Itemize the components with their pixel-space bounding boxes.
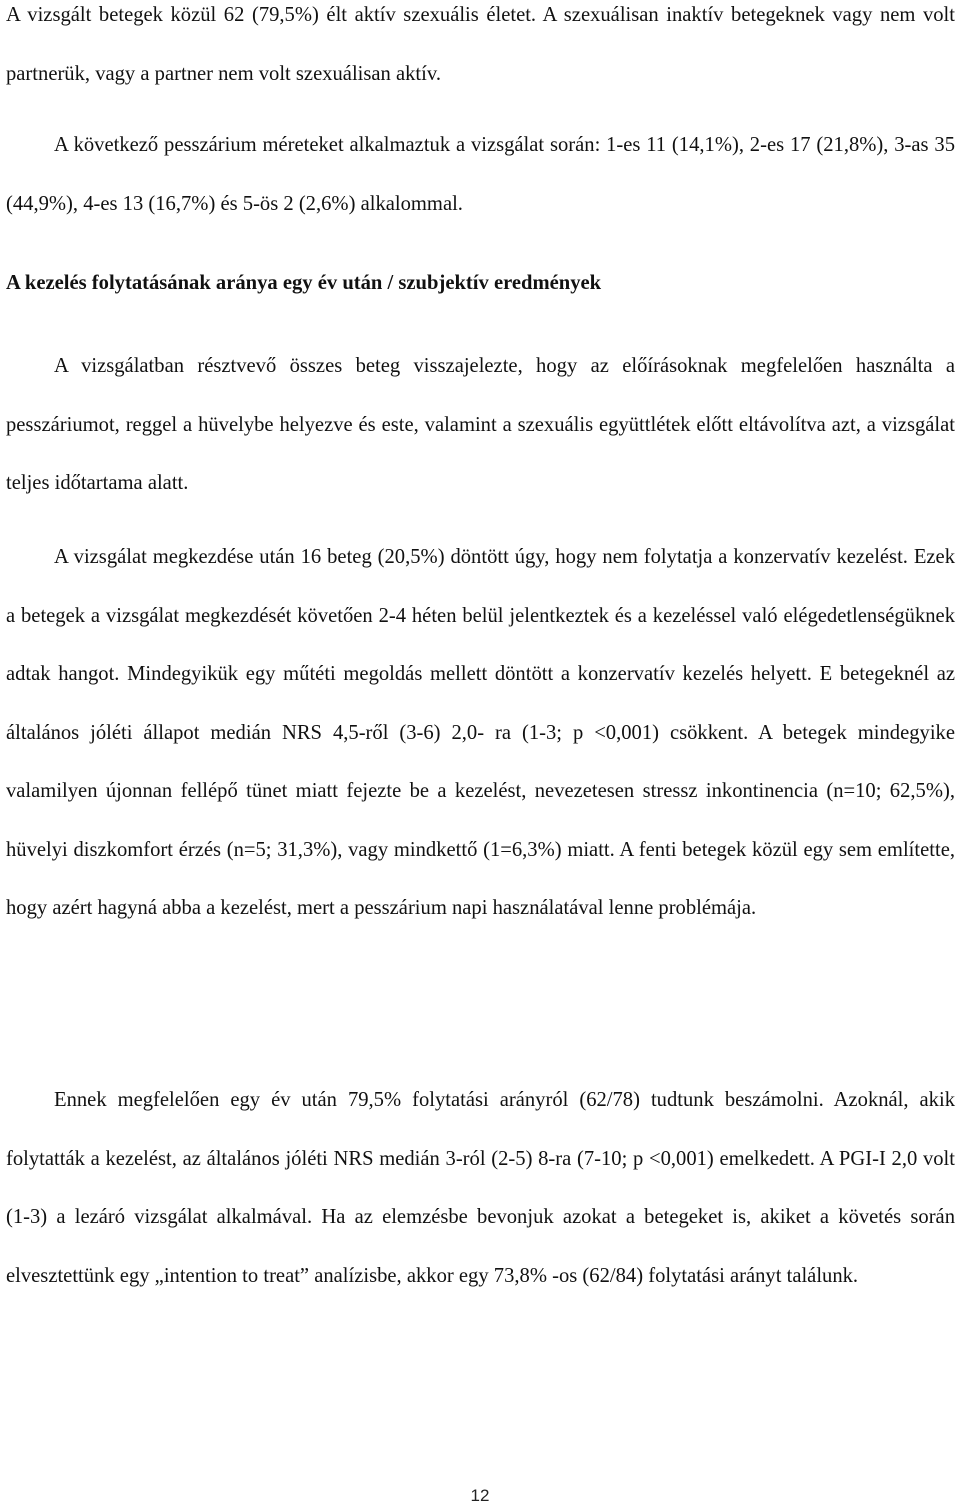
section-heading: A kezelés folytatásának aránya egy év után / szubjektív eredmények [6, 272, 602, 294]
paragraph-sexual-activity: A vizsgált betegek közül 62 (79,5%) élt aktív szexuális életet. A szexuálisan inaktív betegeknek vagy nem volt partnerük, vagy a partner nem volt szexuálisan aktív. [6, 4, 955, 85]
paragraph-pessary-sizes: A következő pesszárium méreteket alkalmaztuk a vizsgálat során: 1-es 11 (14,1%), 2-es 17 (21,8%), 3-as 35 (44,9%), 4-es 13 (16,7%) és 5-ös 2 (2,6%) alkalommal. [6, 134, 955, 215]
paragraph-continuation-rate: Ennek megfelelően egy év után 79,5% folytatási arányról (62/78) tudtunk beszámolni. Azoknál, akik folytatták a kezelést, az általános jóléti NRS medián 3-ról (2-5) 8-ra (7-10; p <0,001) emelkedett. A PGI-I 2,0 volt (1-3) a lezáró vizsgálat alkalmával. Ha az elemzésbe bevonjuk azokat a betegeket is, akiket a követés során elvesztettünk egy „intention to treat” analízisbe, akkor egy 73,8% -os (62/84) folytatási arányt találunk. [6, 1089, 955, 1287]
paragraph-pessary-usage: A vizsgálatban résztvevő összes beteg visszajelezte, hogy az előírásoknak megfelelően használta a pesszáriumot, reggel a hüvelybe helyezve és este, valamint a szexuális együttlétek előtt eltávolítva azt, a vizsgálat teljes időtartama alatt. [6, 355, 955, 494]
paragraph-discontinuation: A vizsgálat megkezdése után 16 beteg (20,5%) döntött úgy, hogy nem folytatja a konzervatív kezelést. Ezek a betegek a vizsgálat megkezdését követően 2-4 héten belül jelentkeztek és a kezeléssel való elégedetlenségüknek adtak hangot. Mindegyikük egy műtéti megoldás mellett döntött a konzervatív kezelés helyett. E betegeknél az általános jóléti állapot medián NRS 4,5-ről (3-6) 2,0- ra (1-3; p <0,001) csökkent. A betegek mindegyike valamilyen újonnan fellépő tünet miatt fejezte be a kezelést, nevezetesen stressz inkontinencia (n=10; 62,5%), hüvelyi diszkomfort érzés (n=5; 31,3%), vagy mindkettő (1=6,3%) miatt. A fenti betegek közül egy sem említette, hogy azért hagyná abba a kezelést, mert a pesszárium napi használatával lenne problémája. [6, 546, 955, 919]
page-number: 12 [470, 1486, 490, 1505]
